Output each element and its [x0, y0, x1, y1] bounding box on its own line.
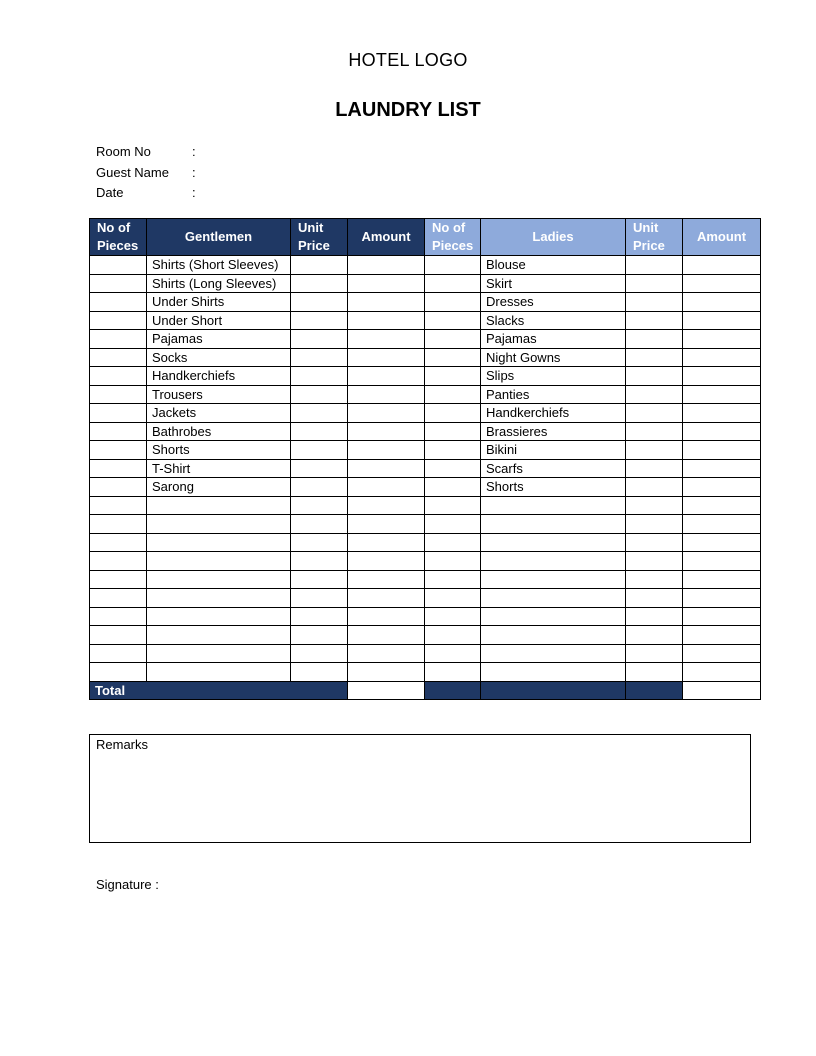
remarks-label: Remarks: [96, 737, 149, 752]
ladies-pieces-cell[interactable]: [425, 459, 481, 478]
gentlemen-total-amount-cell[interactable]: [348, 681, 425, 700]
guest-name-label: Guest Name: [96, 164, 169, 180]
header-no-of-pieces-ladies: No of Pieces: [425, 219, 481, 256]
room-no-label: Room No: [96, 144, 151, 159]
ladies-item-cell: [481, 496, 626, 515]
gentlemen-pieces-cell[interactable]: [90, 607, 147, 626]
table-row: [90, 644, 761, 663]
header-amount-ladies: Amount: [683, 219, 761, 256]
ladies-unit-price-cell[interactable]: [626, 533, 683, 552]
gentlemen-unit-price-cell[interactable]: [291, 589, 348, 608]
date-label: Date: [96, 185, 124, 200]
gentlemen-pieces-cell[interactable]: [90, 589, 147, 608]
header-amount-gentlemen: Amount: [348, 219, 425, 256]
gentlemen-pieces-cell[interactable]: [90, 293, 147, 312]
gentlemen-unit-price-cell[interactable]: [291, 496, 348, 515]
ladies-item-cell: Dresses: [481, 293, 626, 312]
total-label: Total: [90, 681, 348, 700]
header-ladies: Ladies: [481, 219, 626, 256]
ladies-amount-cell[interactable]: [683, 570, 761, 589]
table-row: [90, 496, 761, 515]
ladies-pieces-cell[interactable]: [425, 348, 481, 367]
ladies-pieces-cell[interactable]: [425, 422, 481, 441]
guest-info: [96, 144, 396, 206]
gentlemen-item-cell: Shirts (Long Sleeves): [147, 274, 291, 293]
ladies-item-cell: Panties: [481, 385, 626, 404]
ladies-unit-price-cell[interactable]: [626, 330, 683, 349]
gentlemen-item-cell: T-Shirt: [147, 459, 291, 478]
gentlemen-pieces-cell[interactable]: [90, 552, 147, 571]
table-row: [90, 311, 761, 330]
gentlemen-amount-cell[interactable]: [348, 256, 425, 275]
table-row: [90, 607, 761, 626]
ladies-pieces-cell[interactable]: [425, 330, 481, 349]
gentlemen-unit-price-cell[interactable]: [291, 441, 348, 460]
ladies-unit-price-cell[interactable]: [626, 256, 683, 275]
gentlemen-amount-cell[interactable]: [348, 367, 425, 386]
gentlemen-item-cell: [147, 644, 291, 663]
ladies-item-cell: [481, 589, 626, 608]
ladies-unit-price-cell[interactable]: [626, 589, 683, 608]
ladies-amount-cell[interactable]: [683, 385, 761, 404]
ladies-pieces-cell[interactable]: [425, 515, 481, 534]
ladies-item-cell: Brassieres: [481, 422, 626, 441]
gentlemen-unit-price-cell[interactable]: [291, 515, 348, 534]
gentlemen-amount-cell[interactable]: [348, 311, 425, 330]
ladies-item-cell: Slips: [481, 367, 626, 386]
gentlemen-amount-cell[interactable]: [348, 663, 425, 682]
gentlemen-unit-price-cell[interactable]: [291, 330, 348, 349]
gentlemen-unit-price-cell[interactable]: [291, 626, 348, 645]
gentlemen-unit-price-cell[interactable]: [291, 459, 348, 478]
ladies-unit-price-cell[interactable]: [626, 422, 683, 441]
ladies-pieces-cell[interactable]: [425, 644, 481, 663]
gentlemen-amount-cell[interactable]: [348, 552, 425, 571]
ladies-pieces-cell[interactable]: [425, 496, 481, 515]
date-row: [96, 185, 396, 206]
ladies-amount-cell[interactable]: [683, 293, 761, 312]
ladies-item-cell: Bikini: [481, 441, 626, 460]
remarks-box[interactable]: [89, 734, 751, 843]
ladies-amount-cell[interactable]: [683, 441, 761, 460]
gentlemen-unit-price-cell[interactable]: [291, 533, 348, 552]
ladies-amount-cell[interactable]: [683, 607, 761, 626]
ladies-amount-cell[interactable]: [683, 367, 761, 386]
ladies-amount-cell[interactable]: [683, 496, 761, 515]
ladies-item-cell: Night Gowns: [481, 348, 626, 367]
header-unit-price-ladies: Unit Price: [626, 219, 683, 256]
ladies-item-cell: Shorts: [481, 478, 626, 497]
ladies-item-cell: [481, 663, 626, 682]
gentlemen-pieces-cell[interactable]: [90, 385, 147, 404]
gentlemen-item-cell: Shirts (Short Sleeves): [147, 256, 291, 275]
ladies-amount-cell[interactable]: [683, 478, 761, 497]
ladies-unit-price-cell[interactable]: [626, 404, 683, 423]
ladies-amount-cell[interactable]: [683, 404, 761, 423]
ladies-pieces-cell[interactable]: [425, 256, 481, 275]
table-row: [90, 256, 761, 275]
room-no-row: [96, 144, 396, 165]
ladies-amount-cell[interactable]: [683, 589, 761, 608]
gentlemen-unit-price-cell[interactable]: [291, 478, 348, 497]
gentlemen-unit-price-cell[interactable]: [291, 367, 348, 386]
ladies-amount-cell[interactable]: [683, 422, 761, 441]
hotel-logo: HOTEL LOGO: [348, 50, 468, 70]
gentlemen-item-cell: Shorts: [147, 441, 291, 460]
gentlemen-amount-cell[interactable]: [348, 533, 425, 552]
ladies-pieces-cell[interactable]: [425, 385, 481, 404]
table-row: [90, 441, 761, 460]
gentlemen-item-cell: Jackets: [147, 404, 291, 423]
gentlemen-item-cell: Under Short: [147, 311, 291, 330]
ladies-pieces-cell[interactable]: [425, 589, 481, 608]
gentlemen-amount-cell[interactable]: [348, 293, 425, 312]
ladies-amount-cell[interactable]: [683, 459, 761, 478]
ladies-item-cell: Blouse: [481, 256, 626, 275]
gentlemen-amount-cell[interactable]: [348, 515, 425, 534]
gentlemen-item-cell: Handkerchiefs: [147, 367, 291, 386]
gentlemen-pieces-cell[interactable]: [90, 515, 147, 534]
ladies-unit-price-cell[interactable]: [626, 385, 683, 404]
table-row: [90, 570, 761, 589]
gentlemen-pieces-cell[interactable]: [90, 626, 147, 645]
gentlemen-item-cell: [147, 626, 291, 645]
gentlemen-item-cell: Sarong: [147, 478, 291, 497]
header-unit-price-gentlemen: Unit Price: [291, 219, 348, 256]
ladies-unit-price-cell[interactable]: [626, 496, 683, 515]
table-header-row: [90, 219, 761, 256]
gentlemen-unit-price-cell[interactable]: [291, 293, 348, 312]
page-title: LAUNDRY LIST: [335, 99, 481, 121]
gentlemen-item-cell: Under Shirts: [147, 293, 291, 312]
ladies-pieces-cell[interactable]: [425, 478, 481, 497]
gentlemen-unit-price-cell[interactable]: [291, 348, 348, 367]
gentlemen-item-cell: [147, 663, 291, 682]
ladies-unit-price-cell[interactable]: [626, 311, 683, 330]
ladies-unit-price-cell[interactable]: [626, 274, 683, 293]
total-row: [90, 681, 761, 700]
total-filler-unit-price: [626, 681, 683, 700]
ladies-unit-price-cell[interactable]: [626, 367, 683, 386]
gentlemen-amount-cell[interactable]: [348, 348, 425, 367]
gentlemen-pieces-cell[interactable]: [90, 367, 147, 386]
gentlemen-unit-price-cell[interactable]: [291, 404, 348, 423]
gentlemen-unit-price-cell[interactable]: [291, 385, 348, 404]
gentlemen-item-cell: [147, 496, 291, 515]
ladies-item-cell: [481, 533, 626, 552]
gentlemen-item-cell: [147, 570, 291, 589]
gentlemen-amount-cell[interactable]: [348, 441, 425, 460]
table-row: [90, 459, 761, 478]
gentlemen-pieces-cell[interactable]: [90, 256, 147, 275]
ladies-pieces-cell[interactable]: [425, 552, 481, 571]
gentlemen-unit-price-cell[interactable]: [291, 607, 348, 626]
gentlemen-item-cell: Bathrobes: [147, 422, 291, 441]
ladies-pieces-cell[interactable]: [425, 570, 481, 589]
ladies-pieces-cell[interactable]: [425, 607, 481, 626]
gentlemen-item-cell: [147, 607, 291, 626]
ladies-pieces-cell[interactable]: [425, 311, 481, 330]
gentlemen-pieces-cell[interactable]: [90, 533, 147, 552]
ladies-item-cell: Pajamas: [481, 330, 626, 349]
ladies-pieces-cell[interactable]: [425, 533, 481, 552]
ladies-unit-price-cell[interactable]: [626, 478, 683, 497]
total-filler-pieces: [425, 681, 481, 700]
gentlemen-amount-cell[interactable]: [348, 422, 425, 441]
ladies-pieces-cell[interactable]: [425, 274, 481, 293]
gentlemen-amount-cell[interactable]: [348, 570, 425, 589]
ladies-amount-cell[interactable]: [683, 533, 761, 552]
gentlemen-amount-cell[interactable]: [348, 404, 425, 423]
ladies-item-cell: Handkerchiefs: [481, 404, 626, 423]
table-row: [90, 515, 761, 534]
laundry-table: [89, 218, 761, 700]
ladies-unit-price-cell[interactable]: [626, 626, 683, 645]
ladies-pieces-cell[interactable]: [425, 626, 481, 645]
ladies-pieces-cell[interactable]: [425, 441, 481, 460]
gentlemen-pieces-cell[interactable]: [90, 311, 147, 330]
table-row: [90, 293, 761, 312]
gentlemen-item-cell: Socks: [147, 348, 291, 367]
table-row: [90, 533, 761, 552]
gentlemen-item-cell: [147, 515, 291, 534]
ladies-unit-price-cell[interactable]: [626, 570, 683, 589]
gentlemen-pieces-cell[interactable]: [90, 348, 147, 367]
ladies-unit-price-cell[interactable]: [626, 663, 683, 682]
ladies-amount-cell[interactable]: [683, 330, 761, 349]
ladies-item-cell: [481, 644, 626, 663]
gentlemen-pieces-cell[interactable]: [90, 441, 147, 460]
gentlemen-item-cell: [147, 533, 291, 552]
gentlemen-item-cell: Trousers: [147, 385, 291, 404]
ladies-item-cell: Skirt: [481, 274, 626, 293]
gentlemen-unit-price-cell[interactable]: [291, 644, 348, 663]
gentlemen-pieces-cell[interactable]: [90, 404, 147, 423]
gentlemen-amount-cell[interactable]: [348, 644, 425, 663]
gentlemen-amount-cell[interactable]: [348, 385, 425, 404]
ladies-amount-cell[interactable]: [683, 663, 761, 682]
gentlemen-item-cell: [147, 589, 291, 608]
gentlemen-pieces-cell[interactable]: [90, 422, 147, 441]
guest-name-separator: :: [192, 164, 196, 180]
ladies-amount-cell[interactable]: [683, 256, 761, 275]
room-no-separator: :: [192, 144, 196, 159]
ladies-amount-cell[interactable]: [683, 552, 761, 571]
ladies-item-cell: Scarfs: [481, 459, 626, 478]
ladies-item-cell: Slacks: [481, 311, 626, 330]
table-row: [90, 589, 761, 608]
gentlemen-pieces-cell[interactable]: [90, 644, 147, 663]
gentlemen-amount-cell[interactable]: [348, 478, 425, 497]
ladies-unit-price-cell[interactable]: [626, 441, 683, 460]
ladies-pieces-cell[interactable]: [425, 404, 481, 423]
gentlemen-pieces-cell[interactable]: [90, 459, 147, 478]
table-row: [90, 552, 761, 571]
gentlemen-amount-cell[interactable]: [348, 589, 425, 608]
ladies-amount-cell[interactable]: [683, 274, 761, 293]
table-row: [90, 422, 761, 441]
table-row: [90, 348, 761, 367]
date-separator: :: [192, 185, 196, 200]
ladies-item-cell: [481, 515, 626, 534]
table-row: [90, 626, 761, 645]
gentlemen-amount-cell[interactable]: [348, 459, 425, 478]
table-row: [90, 385, 761, 404]
ladies-item-cell: [481, 607, 626, 626]
gentlemen-pieces-cell[interactable]: [90, 496, 147, 515]
ladies-amount-cell[interactable]: [683, 348, 761, 367]
total-filler-item: [481, 681, 626, 700]
table-row: [90, 478, 761, 497]
ladies-pieces-cell[interactable]: [425, 367, 481, 386]
gentlemen-pieces-cell[interactable]: [90, 663, 147, 682]
guest-name-row: [96, 165, 396, 186]
ladies-unit-price-cell[interactable]: [626, 348, 683, 367]
ladies-amount-cell[interactable]: [683, 626, 761, 645]
gentlemen-unit-price-cell[interactable]: [291, 552, 348, 571]
ladies-pieces-cell[interactable]: [425, 293, 481, 312]
gentlemen-amount-cell[interactable]: [348, 607, 425, 626]
gentlemen-item-cell: [147, 552, 291, 571]
gentlemen-unit-price-cell[interactable]: [291, 570, 348, 589]
gentlemen-unit-price-cell[interactable]: [291, 311, 348, 330]
gentlemen-amount-cell[interactable]: [348, 274, 425, 293]
gentlemen-unit-price-cell[interactable]: [291, 256, 348, 275]
ladies-item-cell: [481, 570, 626, 589]
header-gentlemen: Gentlemen: [147, 219, 291, 256]
ladies-item-cell: [481, 552, 626, 571]
gentlemen-amount-cell[interactable]: [348, 496, 425, 515]
gentlemen-amount-cell[interactable]: [348, 330, 425, 349]
ladies-unit-price-cell[interactable]: [626, 607, 683, 626]
ladies-unit-price-cell[interactable]: [626, 644, 683, 663]
gentlemen-item-cell: Pajamas: [147, 330, 291, 349]
gentlemen-unit-price-cell[interactable]: [291, 422, 348, 441]
table-row: [90, 404, 761, 423]
header-no-of-pieces-gentlemen: No of Pieces: [90, 219, 147, 256]
gentlemen-pieces-cell[interactable]: [90, 570, 147, 589]
ladies-amount-cell[interactable]: [683, 644, 761, 663]
gentlemen-unit-price-cell[interactable]: [291, 663, 348, 682]
signature-label: Signature :: [96, 877, 159, 892]
ladies-amount-cell[interactable]: [683, 515, 761, 534]
gentlemen-pieces-cell[interactable]: [90, 478, 147, 497]
ladies-pieces-cell[interactable]: [425, 663, 481, 682]
table-row: [90, 367, 761, 386]
gentlemen-unit-price-cell[interactable]: [291, 274, 348, 293]
ladies-amount-cell[interactable]: [683, 311, 761, 330]
ladies-unit-price-cell[interactable]: [626, 552, 683, 571]
ladies-unit-price-cell[interactable]: [626, 459, 683, 478]
table-row: [90, 330, 761, 349]
gentlemen-amount-cell[interactable]: [348, 626, 425, 645]
table-row: [90, 663, 761, 682]
ladies-unit-price-cell[interactable]: [626, 515, 683, 534]
table-row: [90, 274, 761, 293]
ladies-item-cell: [481, 626, 626, 645]
gentlemen-pieces-cell[interactable]: [90, 330, 147, 349]
ladies-total-amount-cell[interactable]: [683, 681, 761, 700]
ladies-unit-price-cell[interactable]: [626, 293, 683, 312]
gentlemen-pieces-cell[interactable]: [90, 274, 147, 293]
